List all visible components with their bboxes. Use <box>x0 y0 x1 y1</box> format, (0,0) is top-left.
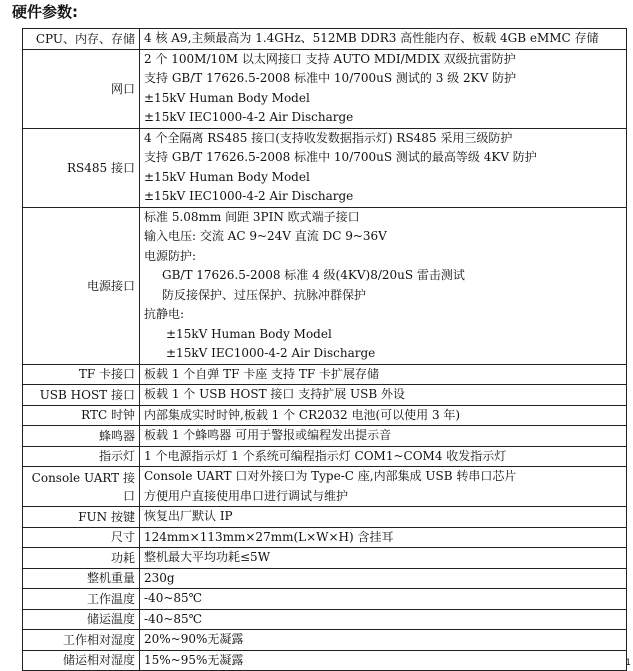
row-label: 指示灯 <box>23 446 140 467</box>
row-label: CPU、内存、存储 <box>23 29 140 50</box>
row-value <box>140 609 627 630</box>
table-row <box>23 609 627 630</box>
value-line: ±15kV Human Body Model <box>166 326 332 341</box>
hardware-spec-table <box>22 28 627 671</box>
table-row <box>23 385 627 406</box>
value-line: 4 核 A9,主频最高为 1.4GHz、512MB DDR3 高性能内存、板载 4GB eMMC 存储 <box>144 31 599 45</box>
value-line: ±15kV IEC1000-4-2 Air Discharge <box>144 189 354 203</box>
row-value <box>140 385 627 406</box>
value-line: 124mm×113mm×27mm(L×W×H) 含挂耳 <box>144 529 394 544</box>
row-value <box>140 364 627 385</box>
value-line: Console UART 口对外接口为 Type-C 座,内部集成 USB 转串口芯片 <box>144 469 517 483</box>
row-label: 功耗 <box>23 548 140 569</box>
value-line: -40~85℃ <box>144 611 203 626</box>
table-row <box>23 29 627 50</box>
row-value <box>140 128 627 207</box>
row-value <box>140 650 627 671</box>
value-line: 电源防护: <box>144 248 197 263</box>
value-line: 4 个全隔离 RS485 接口(支持收发数据指示灯) RS485 采用三级防护 <box>144 130 513 145</box>
value-line: 20%~90%无凝露 <box>144 632 244 646</box>
row-value <box>140 446 627 467</box>
row-value <box>140 426 627 447</box>
row-value <box>140 467 627 507</box>
value-line: 15%~95%无凝露 <box>144 652 244 667</box>
table-row <box>23 589 627 610</box>
row-label: 蜂鸣器 <box>23 426 140 447</box>
value-line: ±15kV Human Body Model <box>144 169 310 184</box>
value-line: 230g <box>144 570 175 585</box>
row-value <box>140 568 627 589</box>
table-row <box>23 207 627 364</box>
value-line: 防反接保护、过压保护、抗脉冲群保护 <box>162 287 367 302</box>
row-value <box>140 405 627 426</box>
value-line: 板载 1 个蜂鸣器 可用于警报或编程发出提示音 <box>144 428 392 442</box>
row-value <box>140 589 627 610</box>
row-label: USB HOST 接口 <box>23 385 140 406</box>
value-line: 整机最大平均功耗≤5W <box>144 550 271 564</box>
table-row <box>23 507 627 528</box>
value-line: 恢复出厂默认 IP <box>144 509 233 523</box>
row-label: RTC 时钟 <box>23 405 140 426</box>
value-line: 支持 GB/T 17626.5-2008 标准中 10/700uS 测试的最高等级 4KV 防护 <box>144 150 537 164</box>
row-label: 储运相对湿度 <box>23 650 140 671</box>
row-label: 尺寸 <box>23 527 140 548</box>
value-line: ±15kV Human Body Model <box>144 90 310 105</box>
row-value <box>140 507 627 528</box>
row-value <box>140 548 627 569</box>
row-value <box>140 29 627 50</box>
row-value <box>140 527 627 548</box>
value-line: 支持 GB/T 17626.5-2008 标准中 10/700uS 测试的 3 级 2KV 防护 <box>144 71 517 85</box>
table-row <box>23 446 627 467</box>
value-line: 抗静电: <box>144 307 185 321</box>
value-line: ±15kV IEC1000-4-2 Air Discharge <box>166 346 376 360</box>
row-label: RS485 接口 <box>23 128 140 207</box>
table-row <box>23 650 627 671</box>
row-label: 整机重量 <box>23 568 140 589</box>
row-label: FUN 按键 <box>23 507 140 528</box>
row-value <box>140 630 627 651</box>
table-row <box>23 49 627 128</box>
table-row <box>23 548 627 569</box>
value-line: 输入电压: 交流 AC 9~24V 直流 DC 9~36V <box>144 229 387 243</box>
value-line: 板载 1 个 USB HOST 接口 支持扩展 USB 外设 <box>144 387 405 401</box>
row-label: 工作相对湿度 <box>23 630 140 651</box>
value-line: 1 个电源指示灯 1 个系统可编程指示灯 COM1~COM4 收发指示灯 <box>144 448 507 463</box>
row-label: 工作温度 <box>23 589 140 610</box>
row-label: 电源接口 <box>23 207 140 364</box>
row-value <box>140 207 627 364</box>
value-line: -40~85℃ <box>144 591 203 605</box>
row-label: 储运温度 <box>23 609 140 630</box>
value-line: ±15kV IEC1000-4-2 Air Discharge <box>144 110 354 124</box>
value-line: 方便用户直接使用串口进行调试与维护 <box>144 488 349 503</box>
row-label: Console UART 接口 <box>23 467 140 507</box>
page-number: 1 <box>625 658 631 668</box>
table-row <box>23 630 627 651</box>
row-value <box>140 49 627 128</box>
value-line: 2 个 100M/10M 以太网接口 支持 AUTO MDI/MDIX 双级抗雷防护 <box>144 51 516 66</box>
row-label: TF 卡接口 <box>23 364 140 385</box>
table-row <box>23 568 627 589</box>
value-line: 板载 1 个自弹 TF 卡座 支持 TF 卡扩展存储 <box>144 366 379 381</box>
value-line: 内部集成实时时钟,板载 1 个 CR2032 电池(可以使用 3 年) <box>144 407 461 422</box>
value-line: GB/T 17626.5-2008 标准 4 级(4KV)8/20uS 雷击测试 <box>162 268 465 282</box>
table-row <box>23 426 627 447</box>
table-row <box>23 527 627 548</box>
table-row <box>23 405 627 426</box>
table-row <box>23 467 627 507</box>
value-line: 标准 5.08mm 间距 3PIN 欧式端子接口 <box>144 209 360 224</box>
table-row <box>23 364 627 385</box>
table-row <box>23 128 627 207</box>
section-heading: 硬件参数: <box>12 3 78 21</box>
row-label: 网口 <box>23 49 140 128</box>
